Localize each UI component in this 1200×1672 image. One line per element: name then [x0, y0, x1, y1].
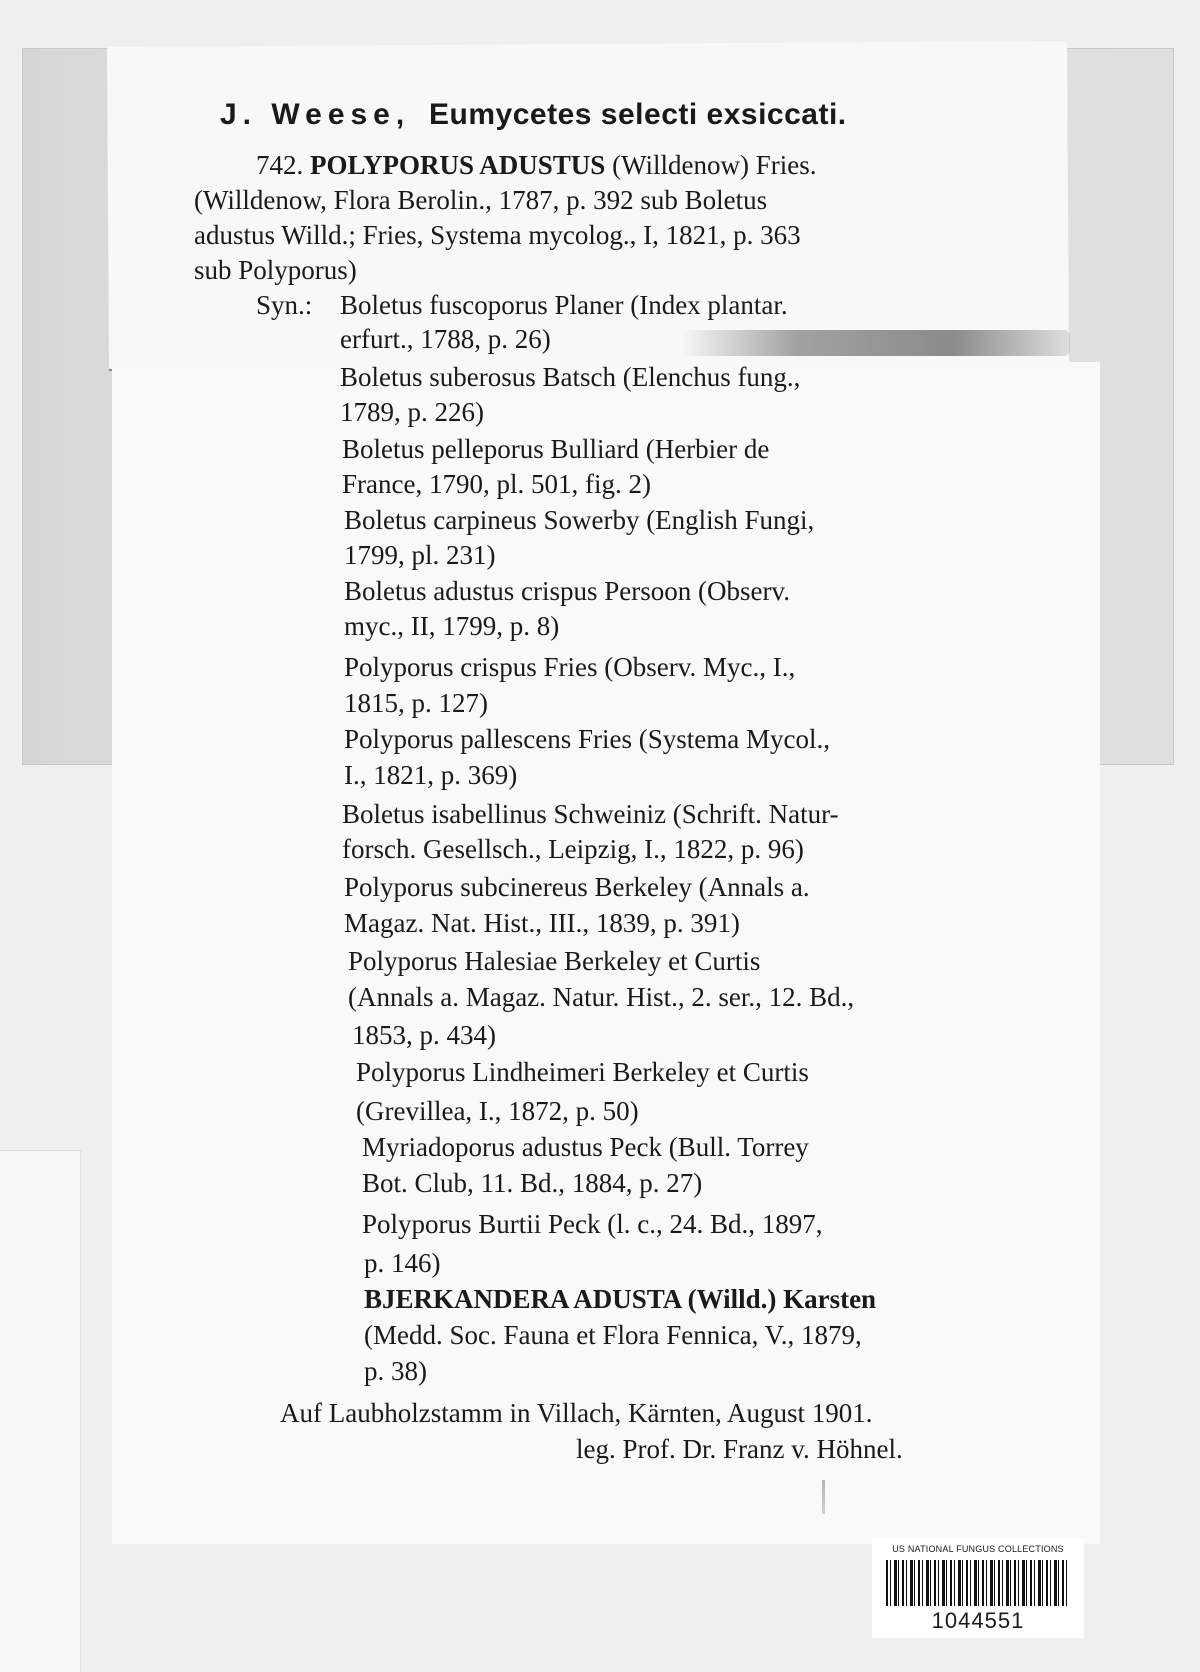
synonym-line: (Medd. Soc. Fauna et Flora Fennica, V., 1879,: [364, 1320, 862, 1350]
synonym-line: p. 38): [364, 1356, 427, 1386]
species-name: POLYPORUS ADUSTUS: [310, 150, 606, 180]
pencil-mark: [822, 1480, 825, 1514]
label-author: J. Weese,: [220, 98, 411, 131]
entry-number: 742.: [256, 150, 304, 180]
synonym-line: myc., II, 1799, p. 8): [344, 611, 560, 641]
synonym-line: Boletus isabellinus Schweiniz (Schrift. Natur-: [342, 799, 839, 829]
reference-line: sub Polyporus): [194, 255, 357, 285]
reference-line: (Willdenow, Flora Berolin., 1787, p. 392 sub Boletus: [194, 185, 768, 215]
synonym-line: erfurt., 1788, p. 26): [340, 324, 551, 354]
synonym-line: Polyporus Halesiae Berkeley et Curtis: [348, 946, 761, 976]
synonym-line: Polyporus Burtii Peck (l. c., 24. Bd., 1897,: [362, 1209, 823, 1239]
synonym-line: Boletus fuscoporus Planer (Index plantar.: [340, 290, 788, 320]
catalog-number: 1044551: [931, 1608, 1025, 1633]
collector-line: leg. Prof. Dr. Franz v. Höhnel.: [576, 1434, 903, 1464]
catalog-header: US NATIONAL FUNGUS COLLECTIONS: [892, 1544, 1064, 1554]
reference-line: adustus Willd.; Fries, Systema mycolog., I, 1821, p. 363: [194, 220, 801, 250]
label-series: Eumycetes selecti exsiccati.: [429, 98, 847, 131]
synonym-line: Magaz. Nat. Hist., III., 1839, p. 391): [344, 908, 740, 938]
synonym-line: BJERKANDERA ADUSTA (Willd.) Karsten: [364, 1284, 877, 1314]
synonym-label: Syn.:: [256, 290, 313, 320]
synonym-line: Bot. Club, 11. Bd., 1884, p. 27): [362, 1168, 703, 1198]
locality-line: Auf Laubholzstamm in Villach, Kärnten, August 1901.: [280, 1398, 873, 1428]
synonym-line: Boletus pelleporus Bulliard (Herbier de: [342, 434, 770, 464]
fold-crease: [680, 330, 1070, 356]
synonym-line: forsch. Gesellsch., Leipzig, I., 1822, p. 96): [342, 834, 804, 864]
synonym-line: Boletus carpineus Sowerby (English Fungi,: [344, 505, 815, 535]
synonym-line: Boletus adustus crispus Persoon (Observ.: [344, 576, 790, 606]
synonym-line: Boletus suberosus Batsch (Elenchus fung.,: [340, 362, 801, 392]
synonym-line: Polyporus crispus Fries (Observ. Myc., I.,: [344, 652, 796, 682]
species-authority: (Willdenow) Fries.: [612, 150, 817, 180]
synonym-line: Myriadoporus adustus Peck (Bull. Torrey: [362, 1132, 809, 1162]
barcode: [886, 1560, 1070, 1606]
synonym-line: 1799, pl. 231): [344, 540, 496, 570]
synonym-line: France, 1790, pl. 501, fig. 2): [342, 469, 651, 499]
synonym-line: (Annals a. Magaz. Natur. Hist., 2. ser., 12. Bd.,: [348, 982, 855, 1012]
label-title: [220, 98, 980, 132]
synonym-line: 1789, p. 226): [340, 397, 484, 427]
synonym-line: I., 1821, p. 369): [344, 760, 518, 790]
catalog-barcode-label: [872, 1538, 1084, 1638]
synonym-line: p. 146): [364, 1248, 441, 1278]
species-heading: [256, 148, 816, 183]
synonym-line: 1853, p. 434): [352, 1020, 496, 1050]
synonym-line: 1815, p. 127): [344, 688, 488, 718]
synonym-line: Polyporus Lindheimeri Berkeley et Curtis: [356, 1057, 809, 1087]
sheet-edge: [0, 1150, 81, 1672]
synonym-line: (Grevillea, I., 1872, p. 50): [356, 1096, 639, 1126]
synonym-line: Polyporus pallescens Fries (Systema Mycol.,: [344, 724, 830, 754]
synonym-line: Polyporus subcinereus Berkeley (Annals a.: [344, 872, 810, 902]
